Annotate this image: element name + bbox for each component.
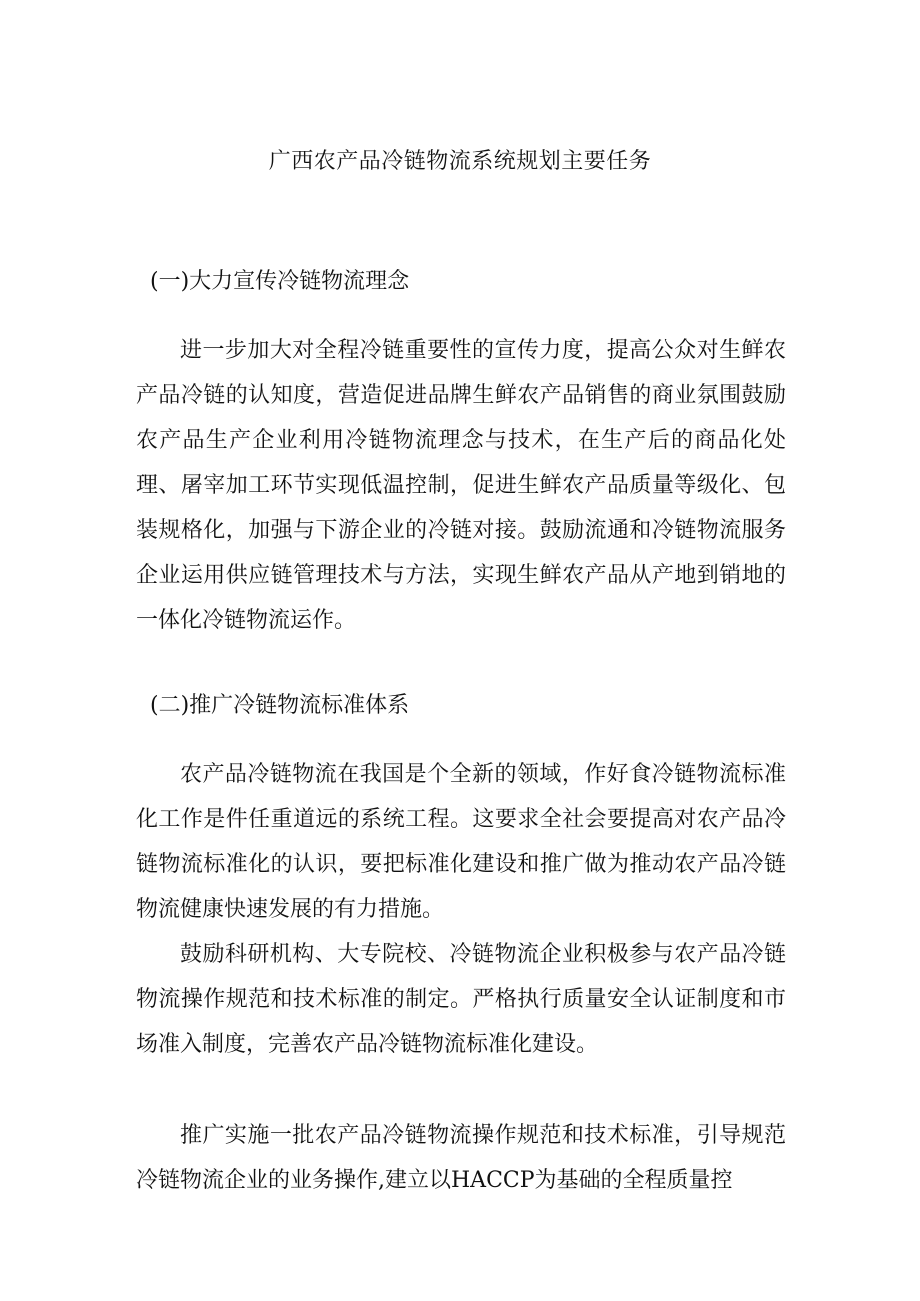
section-1-paragraph-1: 进一步加大对全程冷链重要性的宣传力度，提高公众对生鲜农产品冷链的认知度，营造促进品牌生鲜农产品销售的商业氛围鼓励农产品生产企业利用冷链物流理念与技术，在生产后的商品化处理、屠宰加工环节实现低温控制，促进生鲜农产品质量等级化、包装规格化，加强与下游企业的冷链对接。鼓励流通和冷链物流服务企业运用供应链管理技术与方法，实现生鲜农产品从产地到销地的一体化冷链物流运作。: [136, 338, 786, 633]
section-heading-1: (一)大力宣传冷链物流理念: [150, 269, 410, 294]
section-2-paragraph-1: 农产品冷链物流在我国是个全新的领域，作好食冷链物流标准化工作是件任重道远的系统工程。这要求全社会要提高对农产品冷链物流标准化的认识，要把标准化建设和推广做为推动农产品冷链物流健康快速发展的有力措施。: [136, 762, 786, 922]
page-title: 广西农产品冷链物流系统规划主要任务: [268, 149, 652, 174]
section-2-paragraph-2: 鼓励科研机构、大专院校、冷链物流企业积极参与农产品冷链物流操作规范和技术标准的制定。严格执行质量安全认证制度和市场准入制度，完善农产品冷链物流标准化建设。: [136, 942, 786, 1057]
section-2-paragraph-3: 推广实施一批农产品冷链物流操作规范和技术标准，引导规范冷链物流企业的业务操作,建立以HACCP为基础的全程质量控: [136, 1123, 786, 1193]
section-heading-2: (二)推广冷链物流标准体系: [150, 693, 410, 718]
